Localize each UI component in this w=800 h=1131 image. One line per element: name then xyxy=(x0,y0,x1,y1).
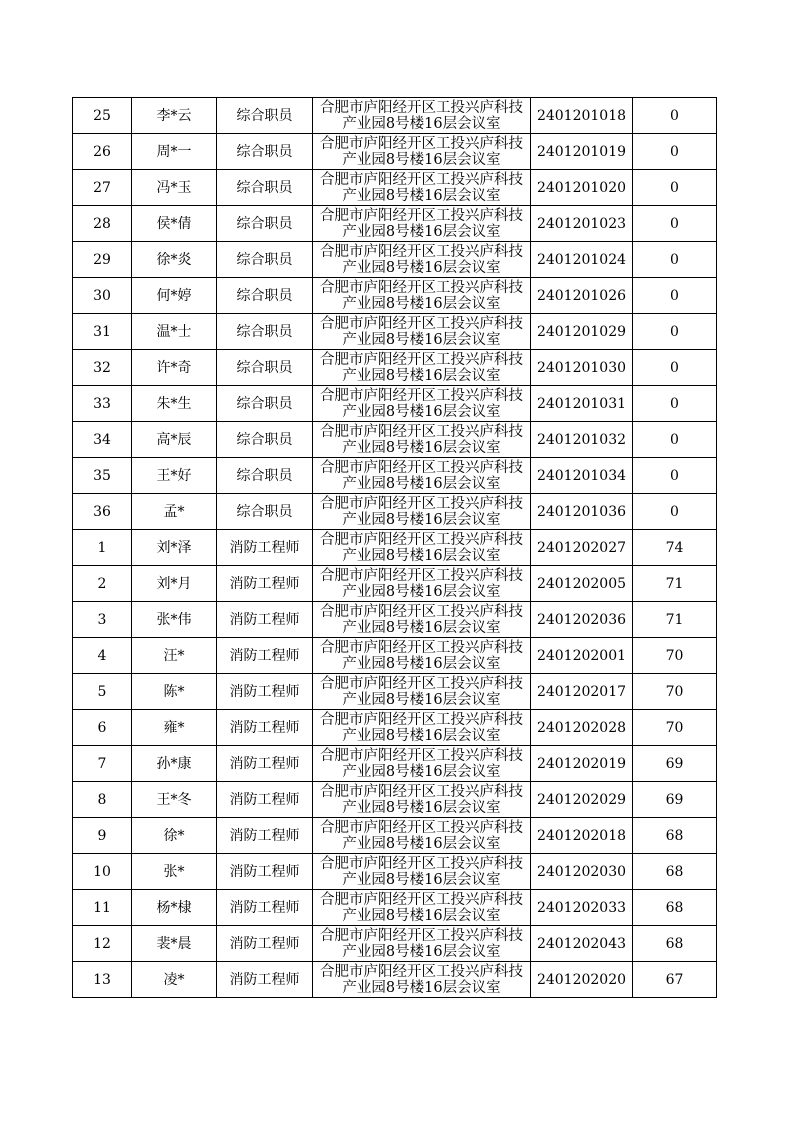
score: 0 xyxy=(633,170,717,206)
exam-location xyxy=(313,854,531,890)
exam-id: 2401201020 xyxy=(531,170,633,206)
row-number: 12 xyxy=(73,926,132,962)
position: 消防工程师 xyxy=(217,818,313,854)
exam-location xyxy=(313,386,531,422)
row-number: 3 xyxy=(73,602,132,638)
position: 消防工程师 xyxy=(217,566,313,602)
table-row xyxy=(73,962,717,998)
candidate-name: 杨*棣 xyxy=(132,890,217,926)
exam-id: 2401201029 xyxy=(531,314,633,350)
table-row xyxy=(73,530,717,566)
row-number: 29 xyxy=(73,242,132,278)
exam-location xyxy=(313,170,531,206)
score: 68 xyxy=(633,926,717,962)
position: 综合职员 xyxy=(217,134,313,170)
position: 综合职员 xyxy=(217,98,313,134)
exam-location-line1: 合肥市庐阳经开区工投兴庐科技 xyxy=(320,459,523,476)
exam-id: 2401202043 xyxy=(531,926,633,962)
candidate-name: 陈* xyxy=(132,674,217,710)
exam-location-line2: 产业园8号楼16层会议室 xyxy=(342,115,501,132)
score: 71 xyxy=(633,566,717,602)
candidate-name: 高*辰 xyxy=(132,422,217,458)
exam-id: 2401202020 xyxy=(531,962,633,998)
row-number: 5 xyxy=(73,674,132,710)
row-number: 2 xyxy=(73,566,132,602)
exam-id: 2401202027 xyxy=(531,530,633,566)
table-row xyxy=(73,386,717,422)
exam-id: 2401201019 xyxy=(531,134,633,170)
exam-location-line1: 合肥市庐阳经开区工投兴庐科技 xyxy=(320,135,523,152)
exam-location xyxy=(313,674,531,710)
row-number: 26 xyxy=(73,134,132,170)
exam-location-line1: 合肥市庐阳经开区工投兴庐科技 xyxy=(320,171,523,188)
exam-location-line2: 产业园8号楼16层会议室 xyxy=(342,691,501,708)
exam-location xyxy=(313,134,531,170)
exam-location-line1: 合肥市庐阳经开区工投兴庐科技 xyxy=(320,603,523,620)
exam-location-line2: 产业园8号楼16层会议室 xyxy=(342,835,501,852)
candidate-name: 凌* xyxy=(132,962,217,998)
table-row xyxy=(73,170,717,206)
exam-location-line2: 产业园8号楼16层会议室 xyxy=(342,547,501,564)
table-row xyxy=(73,422,717,458)
score: 0 xyxy=(633,242,717,278)
exam-location-line2: 产业园8号楼16层会议室 xyxy=(342,187,501,204)
exam-location-line1: 合肥市庐阳经开区工投兴庐科技 xyxy=(320,819,523,836)
position: 消防工程师 xyxy=(217,710,313,746)
exam-location-line2: 产业园8号楼16层会议室 xyxy=(342,583,501,600)
exam-id: 2401201023 xyxy=(531,206,633,242)
row-number: 9 xyxy=(73,818,132,854)
exam-location xyxy=(313,710,531,746)
exam-id: 2401201036 xyxy=(531,494,633,530)
exam-id: 2401202033 xyxy=(531,890,633,926)
candidate-name: 汪* xyxy=(132,638,217,674)
position: 消防工程师 xyxy=(217,890,313,926)
exam-id: 2401202030 xyxy=(531,854,633,890)
exam-location-line1: 合肥市庐阳经开区工投兴庐科技 xyxy=(320,747,523,764)
position: 消防工程师 xyxy=(217,926,313,962)
exam-location-line2: 产业园8号楼16层会议室 xyxy=(342,331,501,348)
exam-location xyxy=(313,278,531,314)
row-number: 35 xyxy=(73,458,132,494)
exam-location-line2: 产业园8号楼16层会议室 xyxy=(342,727,501,744)
score: 0 xyxy=(633,458,717,494)
candidate-name: 裴*晨 xyxy=(132,926,217,962)
exam-id: 2401201034 xyxy=(531,458,633,494)
candidate-name: 刘*泽 xyxy=(132,530,217,566)
exam-location xyxy=(313,458,531,494)
exam-location xyxy=(313,242,531,278)
exam-location-line1: 合肥市庐阳经开区工投兴庐科技 xyxy=(320,315,523,332)
row-number: 10 xyxy=(73,854,132,890)
exam-location xyxy=(313,962,531,998)
position: 综合职员 xyxy=(217,242,313,278)
exam-location xyxy=(313,350,531,386)
row-number: 4 xyxy=(73,638,132,674)
score: 0 xyxy=(633,278,717,314)
table-row xyxy=(73,674,717,710)
exam-location-line1: 合肥市庐阳经开区工投兴庐科技 xyxy=(320,567,523,584)
exam-location-line1: 合肥市庐阳经开区工投兴庐科技 xyxy=(320,855,523,872)
exam-location-line1: 合肥市庐阳经开区工投兴庐科技 xyxy=(320,351,523,368)
position: 消防工程师 xyxy=(217,638,313,674)
candidate-name: 侯*倩 xyxy=(132,206,217,242)
row-number: 6 xyxy=(73,710,132,746)
exam-location-line2: 产业园8号楼16层会议室 xyxy=(342,799,501,816)
exam-id: 2401202017 xyxy=(531,674,633,710)
score: 0 xyxy=(633,98,717,134)
row-number: 31 xyxy=(73,314,132,350)
exam-id: 2401202001 xyxy=(531,638,633,674)
row-number: 25 xyxy=(73,98,132,134)
exam-location-line1: 合肥市庐阳经开区工投兴庐科技 xyxy=(320,675,523,692)
score: 67 xyxy=(633,962,717,998)
row-number: 13 xyxy=(73,962,132,998)
exam-location-line2: 产业园8号楼16层会议室 xyxy=(342,475,501,492)
position: 消防工程师 xyxy=(217,782,313,818)
exam-location-line1: 合肥市庐阳经开区工投兴庐科技 xyxy=(320,891,523,908)
position: 综合职员 xyxy=(217,494,313,530)
position: 综合职员 xyxy=(217,206,313,242)
exam-location-line1: 合肥市庐阳经开区工投兴庐科技 xyxy=(320,207,523,224)
table-row xyxy=(73,602,717,638)
exam-location-line1: 合肥市庐阳经开区工投兴庐科技 xyxy=(320,711,523,728)
score: 74 xyxy=(633,530,717,566)
position: 消防工程师 xyxy=(217,746,313,782)
score: 0 xyxy=(633,386,717,422)
score: 70 xyxy=(633,710,717,746)
exam-location xyxy=(313,602,531,638)
candidate-name: 温*士 xyxy=(132,314,217,350)
exam-location-line1: 合肥市庐阳经开区工投兴庐科技 xyxy=(320,243,523,260)
exam-location xyxy=(313,314,531,350)
score: 68 xyxy=(633,818,717,854)
score: 70 xyxy=(633,638,717,674)
exam-id: 2401201032 xyxy=(531,422,633,458)
exam-location xyxy=(313,530,531,566)
table-row xyxy=(73,854,717,890)
exam-location xyxy=(313,98,531,134)
exam-location-line2: 产业园8号楼16层会议室 xyxy=(342,907,501,924)
table-row xyxy=(73,242,717,278)
exam-location xyxy=(313,782,531,818)
exam-id: 2401202005 xyxy=(531,566,633,602)
candidate-name: 雍* xyxy=(132,710,217,746)
exam-location-line1: 合肥市庐阳经开区工投兴庐科技 xyxy=(320,531,523,548)
table-row xyxy=(73,278,717,314)
candidate-name: 孟* xyxy=(132,494,217,530)
exam-location-line2: 产业园8号楼16层会议室 xyxy=(342,619,501,636)
table-row xyxy=(73,566,717,602)
exam-location xyxy=(313,566,531,602)
exam-location-line2: 产业园8号楼16层会议室 xyxy=(342,223,501,240)
exam-location-line1: 合肥市庐阳经开区工投兴庐科技 xyxy=(320,423,523,440)
exam-id: 2401202029 xyxy=(531,782,633,818)
exam-location-line2: 产业园8号楼16层会议室 xyxy=(342,871,501,888)
candidate-name: 张* xyxy=(132,854,217,890)
candidate-name: 徐* xyxy=(132,818,217,854)
exam-location-line2: 产业园8号楼16层会议室 xyxy=(342,763,501,780)
score: 68 xyxy=(633,890,717,926)
table-row xyxy=(73,206,717,242)
exam-location-line2: 产业园8号楼16层会议室 xyxy=(342,511,501,528)
exam-location-line1: 合肥市庐阳经开区工投兴庐科技 xyxy=(320,495,523,512)
score: 0 xyxy=(633,206,717,242)
table-row xyxy=(73,350,717,386)
candidate-name: 王*冬 xyxy=(132,782,217,818)
exam-location-line2: 产业园8号楼16层会议室 xyxy=(342,295,501,312)
position: 消防工程师 xyxy=(217,602,313,638)
position: 综合职员 xyxy=(217,314,313,350)
exam-location-line2: 产业园8号楼16层会议室 xyxy=(342,151,501,168)
candidate-name: 王*好 xyxy=(132,458,217,494)
row-number: 7 xyxy=(73,746,132,782)
row-number: 1 xyxy=(73,530,132,566)
table-row xyxy=(73,746,717,782)
exam-location-line2: 产业园8号楼16层会议室 xyxy=(342,439,501,456)
candidate-name: 冯*玉 xyxy=(132,170,217,206)
exam-location-line1: 合肥市庐阳经开区工投兴庐科技 xyxy=(320,783,523,800)
row-number: 8 xyxy=(73,782,132,818)
row-number: 27 xyxy=(73,170,132,206)
position: 综合职员 xyxy=(217,278,313,314)
score: 0 xyxy=(633,314,717,350)
candidate-name: 许*奇 xyxy=(132,350,217,386)
score: 0 xyxy=(633,350,717,386)
score: 69 xyxy=(633,782,717,818)
candidate-name: 周*一 xyxy=(132,134,217,170)
exam-id: 2401201031 xyxy=(531,386,633,422)
exam-location-line2: 产业园8号楼16层会议室 xyxy=(342,655,501,672)
row-number: 32 xyxy=(73,350,132,386)
exam-location xyxy=(313,494,531,530)
position: 综合职员 xyxy=(217,350,313,386)
candidate-name: 徐*炎 xyxy=(132,242,217,278)
exam-location xyxy=(313,746,531,782)
exam-location-line2: 产业园8号楼16层会议室 xyxy=(342,979,501,996)
candidate-name: 李*云 xyxy=(132,98,217,134)
table-row xyxy=(73,818,717,854)
table-row xyxy=(73,926,717,962)
candidate-name: 张*伟 xyxy=(132,602,217,638)
exam-id: 2401201024 xyxy=(531,242,633,278)
exam-location-line1: 合肥市庐阳经开区工投兴庐科技 xyxy=(320,99,523,116)
score: 0 xyxy=(633,422,717,458)
position: 综合职员 xyxy=(217,458,313,494)
exam-location xyxy=(313,926,531,962)
row-number: 30 xyxy=(73,278,132,314)
score: 70 xyxy=(633,674,717,710)
row-number: 33 xyxy=(73,386,132,422)
exam-id: 2401202028 xyxy=(531,710,633,746)
score: 0 xyxy=(633,134,717,170)
exam-location-line1: 合肥市庐阳经开区工投兴庐科技 xyxy=(320,387,523,404)
score: 69 xyxy=(633,746,717,782)
exam-id: 2401202036 xyxy=(531,602,633,638)
table-row xyxy=(73,98,717,134)
exam-location-line2: 产业园8号楼16层会议室 xyxy=(342,943,501,960)
exam-location-line2: 产业园8号楼16层会议室 xyxy=(342,403,501,420)
table-row xyxy=(73,314,717,350)
exam-location xyxy=(313,818,531,854)
exam-location xyxy=(313,890,531,926)
position: 消防工程师 xyxy=(217,530,313,566)
exam-location-line1: 合肥市庐阳经开区工投兴庐科技 xyxy=(320,963,523,980)
score: 0 xyxy=(633,494,717,530)
exam-id: 2401201026 xyxy=(531,278,633,314)
position: 综合职员 xyxy=(217,422,313,458)
position: 综合职员 xyxy=(217,386,313,422)
position: 消防工程师 xyxy=(217,674,313,710)
candidate-name: 孙*康 xyxy=(132,746,217,782)
exam-location xyxy=(313,206,531,242)
score: 68 xyxy=(633,854,717,890)
exam-id: 2401201018 xyxy=(531,98,633,134)
exam-location xyxy=(313,638,531,674)
exam-location-line2: 产业园8号楼16层会议室 xyxy=(342,367,501,384)
row-number: 11 xyxy=(73,890,132,926)
position: 消防工程师 xyxy=(217,854,313,890)
row-number: 28 xyxy=(73,206,132,242)
candidate-name: 何*婷 xyxy=(132,278,217,314)
candidate-name: 朱*生 xyxy=(132,386,217,422)
score-table xyxy=(72,97,717,998)
position: 综合职员 xyxy=(217,170,313,206)
score: 71 xyxy=(633,602,717,638)
position: 消防工程师 xyxy=(217,962,313,998)
table-row xyxy=(73,134,717,170)
table-row xyxy=(73,782,717,818)
table-row xyxy=(73,710,717,746)
exam-location-line1: 合肥市庐阳经开区工投兴庐科技 xyxy=(320,639,523,656)
exam-id: 2401201030 xyxy=(531,350,633,386)
exam-id: 2401202018 xyxy=(531,818,633,854)
exam-id: 2401202019 xyxy=(531,746,633,782)
row-number: 36 xyxy=(73,494,132,530)
candidate-name: 刘*月 xyxy=(132,566,217,602)
exam-location-line1: 合肥市庐阳经开区工投兴庐科技 xyxy=(320,279,523,296)
row-number: 34 xyxy=(73,422,132,458)
table-row xyxy=(73,458,717,494)
table-row xyxy=(73,638,717,674)
exam-location xyxy=(313,422,531,458)
exam-location-line1: 合肥市庐阳经开区工投兴庐科技 xyxy=(320,927,523,944)
table-row xyxy=(73,494,717,530)
table-row xyxy=(73,890,717,926)
exam-location-line2: 产业园8号楼16层会议室 xyxy=(342,259,501,276)
